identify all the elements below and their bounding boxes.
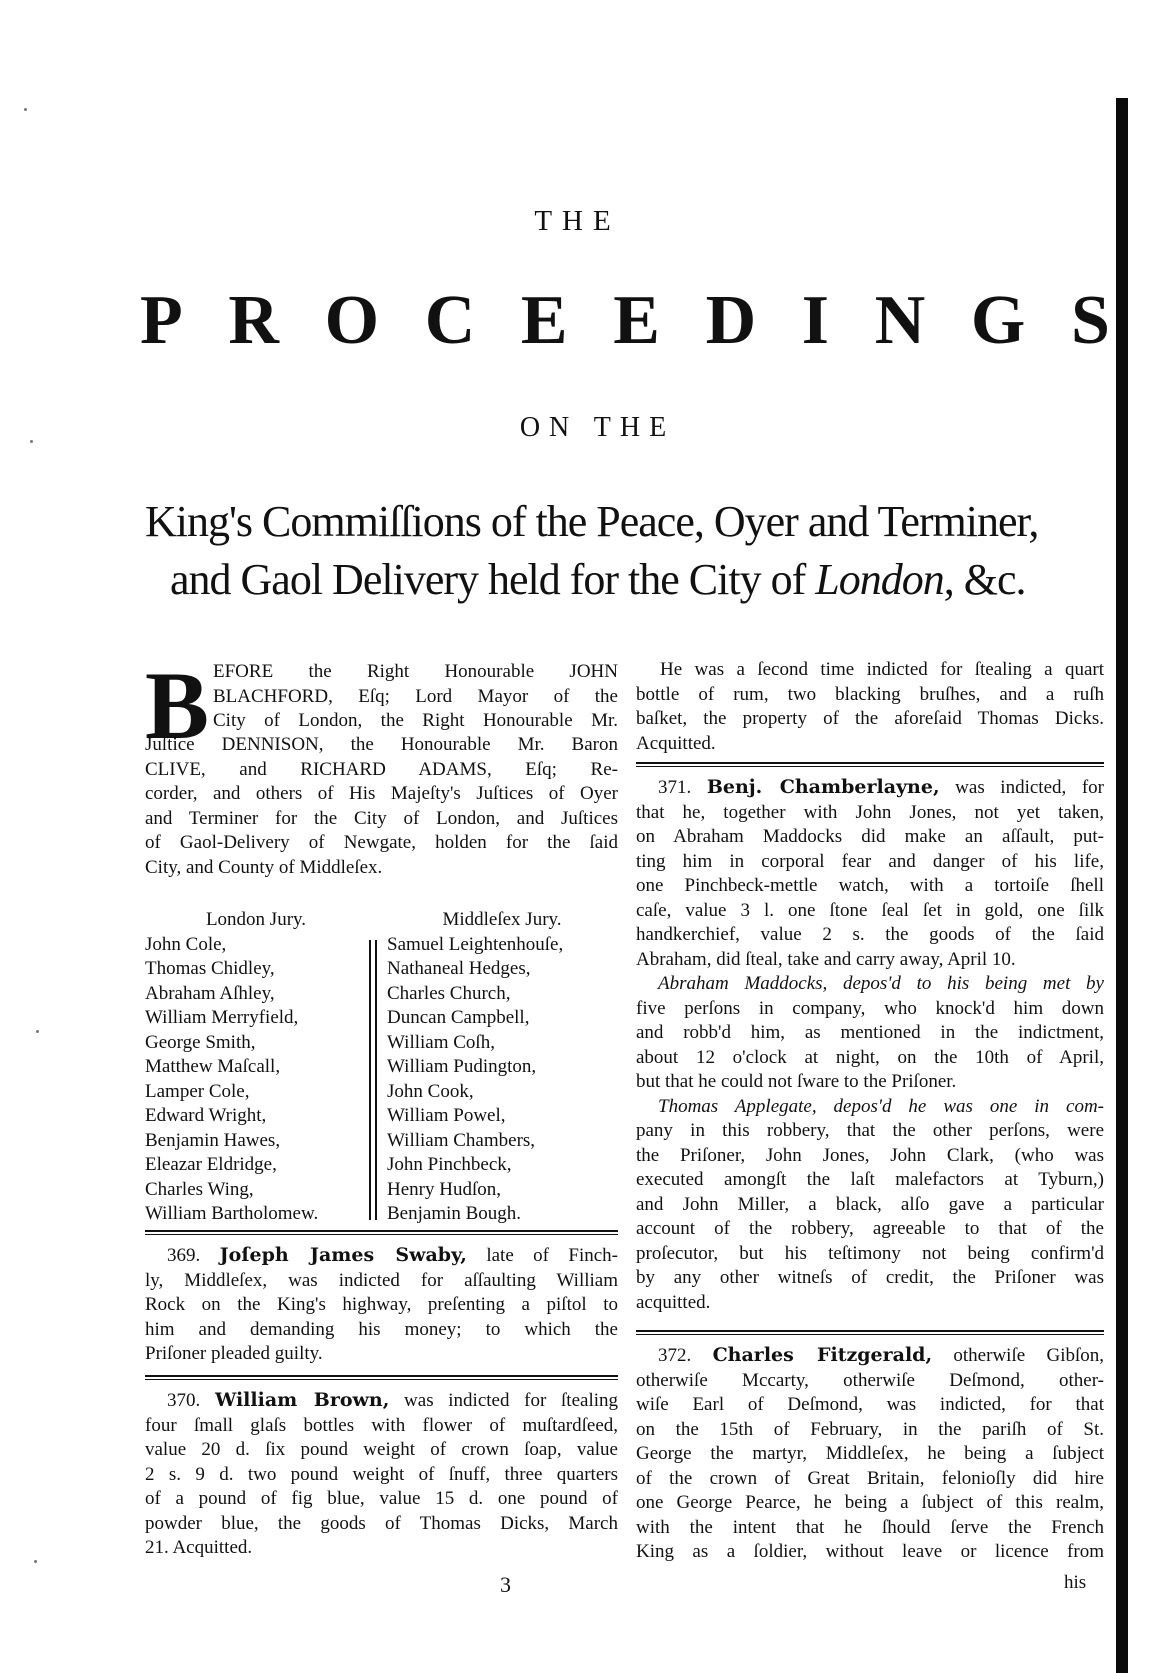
juror-name: William Coſh, — [387, 1031, 495, 1053]
defendant-name: William Brown, — [214, 1389, 390, 1411]
testimony-line: account of the robbery, agreeable to that of the — [636, 1218, 1104, 1239]
intro-line: corder, and others of His Majeſty's Juſtices of Oyer — [145, 783, 618, 804]
testimony-line: about 12 o'clock at night, on the 10th of April, — [636, 1046, 1104, 1068]
case-line: four ſmall glaſs bottles with flower of muſtardſeed, — [145, 1414, 618, 1436]
testimony-line: acquitted. — [636, 1291, 711, 1313]
case-line: that he, together with John Jones, not yet taken, — [636, 801, 1104, 823]
title-letter: E — [520, 282, 568, 359]
case-line: King as a ſoldier, without leave or licence from — [636, 1541, 1104, 1562]
juror-name: Thomas Chidley, — [145, 958, 275, 979]
juror-name: Edward Wright, — [145, 1105, 267, 1126]
case-line: powder blue, the goods of Thomas Dicks, March — [145, 1512, 618, 1534]
title-on-the: ON THE — [519, 412, 676, 443]
juror-name: George Smith, — [145, 1031, 256, 1053]
case-line: of the crown of Great Britain, felonioſly did hire — [636, 1467, 1104, 1489]
case-line: with the intent that he ſhould ſerve the French — [636, 1516, 1104, 1538]
case-line: ting him in corporal fear and danger of his life, — [636, 850, 1104, 872]
juror-name: William Powel, — [387, 1105, 506, 1126]
case-number: 370. — [167, 1390, 201, 1411]
speckle — [36, 1030, 39, 1033]
speckle — [34, 1560, 37, 1563]
drop-cap: B — [145, 652, 210, 759]
juror-name: John Cole, — [145, 933, 227, 955]
case-line: handkerchief, value 2 s. the goods of the ſaid — [636, 924, 1104, 945]
case-369 — [145, 1243, 618, 1367]
title-letter: I — [801, 282, 830, 359]
section-rule — [636, 1330, 1104, 1335]
london-jury-heading: London Jury. — [205, 909, 307, 930]
title-letter: R — [228, 282, 279, 359]
case-line: one Pinchbeck-mettle watch, with a tortoiſe ſhell — [636, 875, 1104, 896]
title-the: THE — [534, 205, 621, 237]
speckle — [24, 108, 27, 111]
case-370 — [145, 1388, 618, 1561]
title-letter: G — [970, 282, 1026, 359]
title-letter: D — [705, 282, 757, 359]
case-line: on Abraham Maddocks did make an aſſault, put- — [636, 826, 1104, 847]
case-line — [145, 1243, 618, 1269]
subtitle-text: and Gaol Delivery held for the City of — [170, 555, 816, 604]
case-371 — [636, 775, 1104, 1315]
case-line: Abraham, did ſteal, take and carry away, April 10. — [636, 948, 1016, 970]
intro-line: BLACHFORD, Eſq; Lord Mayor of the — [213, 685, 618, 707]
catchword: his — [1064, 1572, 1087, 1593]
juror-name: Matthew Maſcall, — [145, 1056, 281, 1077]
case-number: 372. — [658, 1345, 692, 1366]
case-line: Priſoner pleaded guilty. — [145, 1343, 323, 1364]
case-line — [636, 775, 1104, 801]
case-line: ly, Middleſex, was indicted for aſſaulting William — [145, 1269, 618, 1291]
middlesex-jury — [387, 908, 617, 1227]
case-text: late of Finch- — [466, 1245, 618, 1266]
case-line: Rock on the King's highway, preſenting a piſtol to — [145, 1294, 618, 1315]
testimony-line: and robb'd him, as mentioned in the indictment, — [636, 1022, 1104, 1043]
case-line: Acquitted. — [636, 732, 716, 754]
testimony-line: but that he could not ſware to the Priſoner. — [636, 1071, 957, 1092]
defendant-name: Charles Fitzgerald, — [712, 1344, 933, 1366]
case-number: 371. — [658, 777, 692, 798]
case-text: otherwiſe Gibſon, — [932, 1345, 1104, 1366]
defendant-name: Joſeph James Swaby, — [219, 1244, 467, 1266]
intro-paragraph-body — [145, 733, 618, 880]
title-proceedings — [140, 282, 1110, 359]
title-letter: C — [424, 282, 476, 359]
juror-name: Benjamin Bough. — [387, 1203, 522, 1224]
case-line: of a pound of fig blue, value 15 d. one pound of — [145, 1488, 618, 1509]
case-line — [636, 1343, 1104, 1369]
subtitle-line-2 — [170, 555, 1026, 604]
juror-name: William Pudington, — [387, 1056, 537, 1077]
juror-name: Eleazar Eldridge, — [145, 1154, 277, 1175]
middlesex-jury-heading: Middleſex Jury. — [442, 909, 562, 930]
juror-name: Samuel Leightenhouſe, — [387, 933, 564, 955]
binding-shadow — [1116, 98, 1128, 1673]
testimony-line: by any other witneſs of credit, the Priſoner was — [636, 1267, 1104, 1288]
case-number: 369. — [167, 1245, 201, 1266]
case-372 — [636, 1343, 1104, 1565]
juror-name: Duncan Campbell, — [387, 1007, 530, 1028]
title-letter: O — [324, 282, 380, 359]
juror-name: John Cook, — [387, 1080, 474, 1102]
case-line: bottle of rum, two blacking bruſhes, and a ruſh — [636, 683, 1104, 705]
jury-divider — [369, 940, 377, 1220]
juror-name: Lamper Cole, — [145, 1080, 250, 1102]
subtitle-london: London — [815, 555, 944, 604]
subtitle-line-1: King's Commiſſions of the Peace, Oyer and Terminer, — [145, 497, 1039, 546]
case-line: 2 s. 9 d. two pound weight of ſnuff, three quarters — [145, 1463, 618, 1485]
case-line — [145, 1388, 618, 1414]
case-text: was indicted, for — [939, 777, 1105, 798]
testimony-line: five perſons in company, who knock'd him down — [636, 997, 1104, 1019]
intro-line: and Terminer for the City of London, and Juſtices — [145, 807, 618, 829]
section-rule — [636, 762, 1104, 767]
juror-name: Charles Wing, — [145, 1178, 254, 1200]
case-text: was indicted for ſtealing — [389, 1390, 619, 1411]
intro-line: City of London, the Right Honourable Mr. — [213, 710, 618, 731]
juror-name: Benjamin Hawes, — [145, 1129, 281, 1151]
testimony-line: Abraham Maddocks, depos'd to his being met by — [658, 973, 1104, 994]
juror-name: Charles Church, — [387, 982, 511, 1004]
section-rule — [145, 1375, 618, 1380]
second-indictment — [636, 658, 1104, 756]
case-line: otherwiſe Mccarty, otherwiſe Deſmond, other- — [636, 1369, 1104, 1391]
testimony-line: pany in this robbery, that the other perſons, were — [636, 1120, 1104, 1141]
case-line: on the 15th of February, in the pariſh of St. — [636, 1418, 1104, 1440]
juror-name: William Bartholomew. — [145, 1203, 319, 1224]
case-line: 21. Acquitted. — [145, 1537, 253, 1558]
title-letter: S — [1070, 282, 1110, 359]
case-line: baſket, the property of the aforeſaid Thomas Dicks. — [636, 708, 1104, 729]
subtitle-text: , &c. — [943, 555, 1026, 604]
case-line: value 20 d. ſix pound weight of crown ſoap, value — [145, 1439, 618, 1460]
case-line: caſe, value 3 l. one ſtone ſeal ſet in gold, one ſilk — [636, 899, 1104, 921]
case-line: him and demanding his money; to which the — [145, 1318, 618, 1340]
juror-name: John Pinchbeck, — [387, 1154, 512, 1175]
case-line: wiſe Earl of Deſmond, was indicted, for that — [636, 1394, 1104, 1415]
juror-name: William Merryfield, — [145, 1007, 299, 1028]
juror-name: Nathaneal Hedges, — [387, 958, 531, 979]
intro-line: EFORE the Right Honourable JOHN — [213, 661, 618, 682]
testimony-line: Thomas Applegate, depos'd he was one in com- — [658, 1095, 1104, 1117]
intro-line: Juſtice DENNISON, the Honourable Mr. Baron — [145, 734, 618, 755]
title-letter: N — [874, 282, 926, 359]
section-rule — [145, 1230, 618, 1235]
intro-line: CLIVE, and RICHARD ADAMS, Eſq; Re- — [145, 758, 618, 780]
case-line: He was a ſecond time indicted for ſtealing a quart — [660, 659, 1104, 680]
page-number: 3 — [500, 1572, 511, 1597]
intro-line: City, and County of Middleſex. — [145, 856, 383, 878]
testimony-line: the Priſoner, John Jones, John Clark, (who was — [636, 1144, 1104, 1166]
juror-name: Abraham Aſhley, — [145, 982, 275, 1004]
testimony-line: executed amongſt the laſt malefactors at Tyburn,) — [636, 1169, 1104, 1190]
testimony-line: proſecutor, but his teſtimony not being confirm'd — [636, 1242, 1104, 1264]
defendant-name: Benj. Chamberlayne, — [706, 776, 940, 798]
juror-name: Henry Hudſon, — [387, 1178, 501, 1200]
title-letter: P — [140, 282, 183, 359]
london-jury — [145, 908, 367, 1227]
case-line: George the martyr, Middleſex, he being a ſubject — [636, 1443, 1104, 1464]
intro-paragraph-head — [213, 660, 618, 734]
juror-name: William Chambers, — [387, 1129, 536, 1151]
case-line: one George Pearce, he being a ſubject of this realm, — [636, 1492, 1104, 1513]
intro-line: of Gaol-Delivery of Newgate, holden for the ſaid — [145, 832, 618, 853]
title-letter: E — [613, 282, 660, 359]
testimony-line: and John Miller, a black, alſo gave a particular — [636, 1193, 1104, 1215]
